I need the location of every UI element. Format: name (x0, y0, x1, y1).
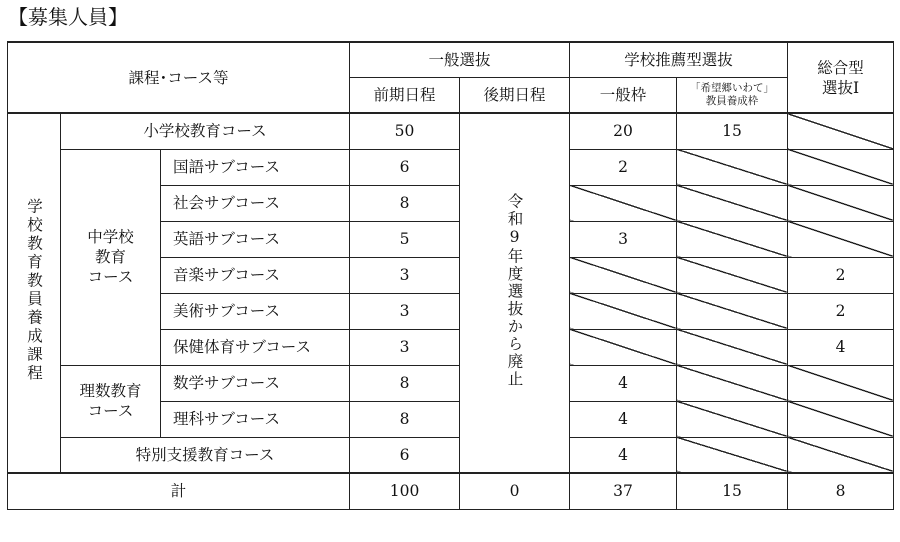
cell-value: 3 (350, 257, 460, 293)
cell-value: 3 (350, 293, 460, 329)
cell-value: 2 (788, 293, 894, 329)
cell-value: 8 (350, 365, 460, 401)
header-iwate-quota (677, 77, 788, 113)
cell-value: 6 (350, 437, 460, 473)
subcourse-name: 理科サブコース (161, 401, 350, 437)
cell-value: 5 (350, 221, 460, 257)
not-applicable-cell (677, 257, 788, 293)
header-early-term: 前期日程 (350, 77, 460, 113)
cell-value: 2 (570, 149, 677, 185)
not-applicable-cell (677, 149, 788, 185)
header-comprehensive: 総合型 選抜Ⅰ (788, 42, 894, 113)
header-iwate-line2: 教員養成枠 (705, 94, 759, 107)
not-applicable-cell (570, 293, 677, 329)
not-applicable-cell (788, 113, 894, 149)
header-general-selection: 一般選抜 (350, 42, 570, 77)
subcourse-name: 国語サブコース (161, 149, 350, 185)
subcourse-name: 保健体育サブコース (161, 329, 350, 365)
cell-value: 4 (570, 365, 677, 401)
total-value: 15 (677, 473, 788, 509)
late-term-note (460, 113, 570, 473)
cell-value: 20 (570, 113, 677, 149)
not-applicable-cell (788, 185, 894, 221)
total-value: 0 (460, 473, 570, 509)
not-applicable-cell (570, 185, 677, 221)
not-applicable-cell (570, 257, 677, 293)
not-applicable-cell (677, 437, 788, 473)
not-applicable-cell (788, 401, 894, 437)
not-applicable-cell (677, 401, 788, 437)
junior-high-course: 中学校 教育 コース (61, 149, 161, 365)
not-applicable-cell (788, 149, 894, 185)
cell-value: 2 (788, 257, 894, 293)
section-heading: 【募集人員】 (8, 5, 128, 29)
header-iwate-line1: 「希望郷いわて」 (690, 81, 775, 94)
not-applicable-cell (788, 437, 894, 473)
science-course: 理数教育 コース (61, 365, 161, 437)
not-applicable-cell (677, 185, 788, 221)
total-value: 37 (570, 473, 677, 509)
program-label (8, 113, 61, 473)
cell-value: 4 (570, 437, 677, 473)
header-late-term: 後期日程 (460, 77, 570, 113)
total-value: 100 (350, 473, 460, 509)
not-applicable-cell (677, 293, 788, 329)
program-label-text: 学校教育教員養成課程 (25, 198, 43, 383)
not-applicable-cell (677, 365, 788, 401)
cell-value: 8 (350, 185, 460, 221)
cell-value: 3 (570, 221, 677, 257)
special-support-course: 特別支援教育コース (61, 437, 350, 473)
not-applicable-cell (677, 329, 788, 365)
cell-value: 4 (788, 329, 894, 365)
total-label: 計 (8, 473, 350, 509)
cell-value: 50 (350, 113, 460, 149)
cell-value: 4 (570, 401, 677, 437)
recruitment-table (7, 41, 894, 510)
subcourse-name: 美術サブコース (161, 293, 350, 329)
not-applicable-cell (788, 221, 894, 257)
header-course: 課程･コース等 (8, 42, 350, 113)
subcourse-name: 数学サブコース (161, 365, 350, 401)
subcourse-name: 英語サブコース (161, 221, 350, 257)
late-term-note-text: 令和9年度選抜から廃止 (505, 193, 524, 388)
not-applicable-cell (677, 221, 788, 257)
subcourse-name: 社会サブコース (161, 185, 350, 221)
not-applicable-cell (570, 329, 677, 365)
cell-value: 6 (350, 149, 460, 185)
not-applicable-cell (788, 365, 894, 401)
cell-value: 8 (350, 401, 460, 437)
cell-value: 3 (350, 329, 460, 365)
header-general-quota: 一般枠 (570, 77, 677, 113)
total-value: 8 (788, 473, 894, 509)
subcourse-name: 音楽サブコース (161, 257, 350, 293)
cell-value: 15 (677, 113, 788, 149)
elementary-course: 小学校教育コース (61, 113, 350, 149)
header-school-recommendation: 学校推薦型選抜 (570, 42, 788, 77)
